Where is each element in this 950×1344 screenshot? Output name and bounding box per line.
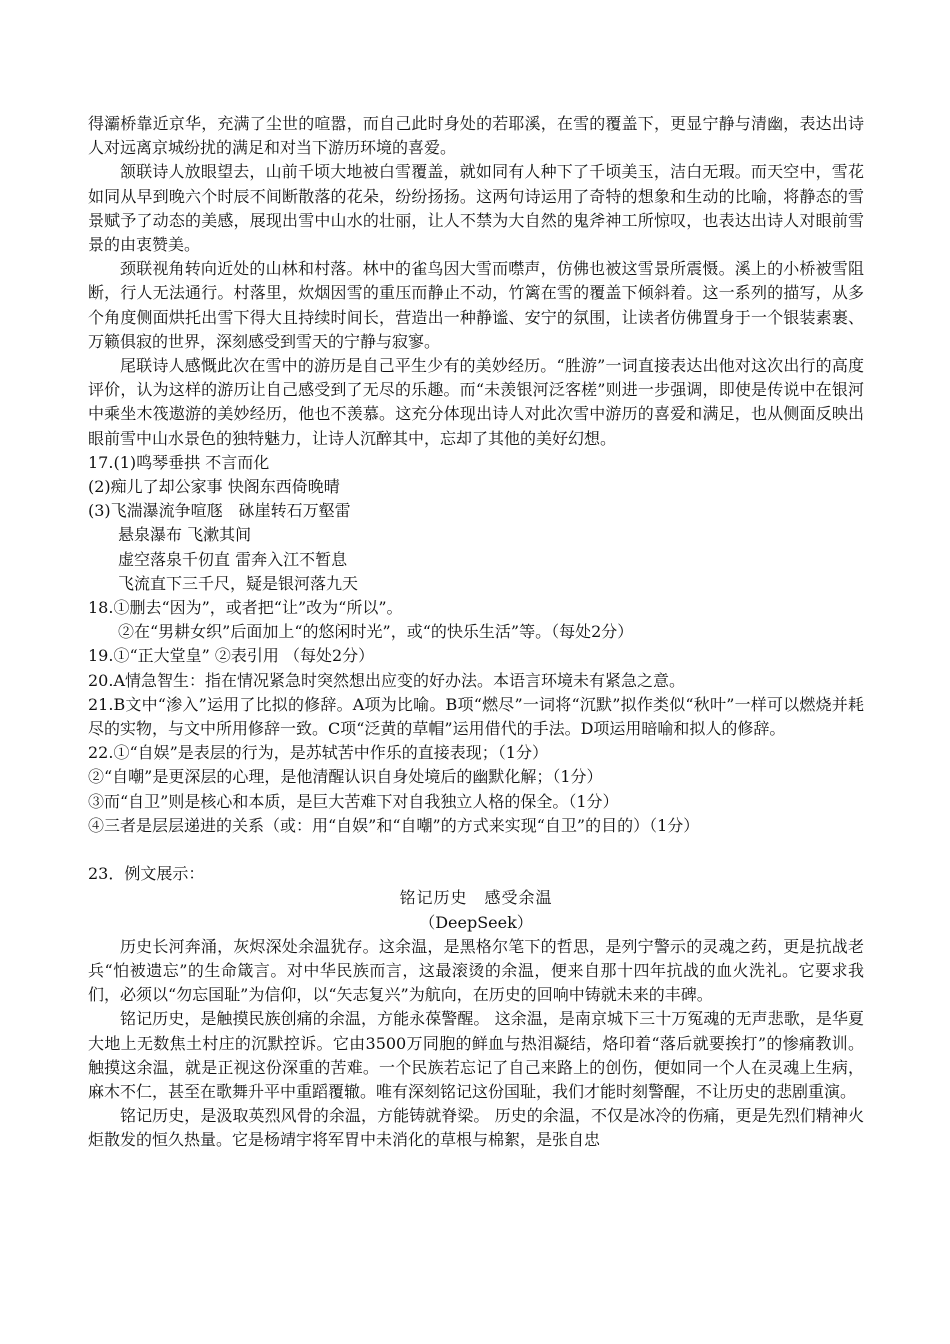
essay-title: 铭记历史 感受余温 xyxy=(399,888,553,908)
answer-22-line: ④三者是层层递进的关系（或：用“自娱”和“自嘲”的方式来实现“自卫”的目的）（1分） xyxy=(88,815,700,835)
essay-paragraph: 尾联诗人感慨此次在雪中的游历是自己平生少有的美妙经历。“胜游”一词直接表达出他对这次出行的高度评价，认为这样的游历让自己感受到了无尽的乐趣。而“未羡银河泛客槎”则进一步强调，即使是传说中在银河中乘坐木筏遨游的美妙经历，他也不羡慕。这充分体现出诗人对此次雪中游历的喜爱和满足，也从侧面反映出眼前雪中山水景色的独特魅力，让诗人沉醉其中，忘却了其他的美好幻想。 xyxy=(88,356,864,448)
answer-17-line: (2)痴儿了却公家事 快阁东西倚晚晴 xyxy=(88,477,340,497)
answer-20: 20.A情急智生：指在情况紧急时突然想出应变的好办法。本语言环境未有紧急之意。 xyxy=(88,670,686,690)
answer-22-line: ②“自嘲”是更深层的心理，是他清醒认识自身处境后的幽默化解；（1分） xyxy=(88,767,603,787)
essay-paragraph: 颈联视角转向近处的山林和村落。林中的雀鸟因大雪而噤声，仿佛也被这雪景所震慑。溪上的小桥被雪阻断，行人无法通行。村落里，炊烟因雪的重压而静止不动，竹篱在雪的覆盖下倾斜着。这一系列的描写，从多个角度侧面烘托出雪下得大且持续时间长，营造出一种静谧、安宁的氛围，让读者仿佛置身于一个银装素裹、万籁俱寂的世界，深刻感受到雪天的宁静与寂寥。 xyxy=(88,259,864,351)
sample-essay-paragraph: 历史长河奔涌，灰烬深处余温犹存。这余温，是黑格尔笔下的哲思，是列宁警示的灵魂之药，更是抗战老兵“怕被遗忘”的生命箴言。对中华民族而言，这最滚烫的余温，便来自那十四年抗战的血火洗礼。它要求我们，必须以“勿忘国耻”为信仰，以“矢志复兴”为航向，在历史的回响中铸就未来的丰碑。 xyxy=(88,936,864,1005)
answer-22-line: 22.①“自娱”是表层的行为，是苏轼苦中作乐的直接表现；（1分） xyxy=(88,743,548,763)
essay-author: （DeepSeek） xyxy=(419,912,533,932)
answer-17-line: 悬泉瀑布 飞漱其间 xyxy=(118,525,252,545)
answer-18-line: 18.①删去“因为”，或者把“让”改为“所以”。 xyxy=(88,598,403,618)
answer-21: 21.B文中“渗入”运用了比拟的修辞。A项为比喻。B项“燃尽”一词将“沉默”拟作类似“秋叶”一样可以燃烧并耗尽的实物，与文中所用修辞一致。C项“泛黄的草帽”运用借代的手法。D项运用暗喻和拟人的修辞。 xyxy=(88,694,864,739)
answer-23-label: 23．例文展示： xyxy=(88,864,205,884)
sample-essay-paragraph: 铭记历史，是汲取英烈风骨的余温，方能铸就脊梁。 历史的余温，不仅是冰冷的伤痛，更是先烈们精神火炬散发的恒久热量。它是杨靖宇将军胃中未消化的草根与棉絮，是张自忠 xyxy=(88,1106,864,1150)
essay-paragraph: 颔联诗人放眼望去，山前千顷大地被白雪覆盖，就如同有人种下了千顷美玉，洁白无瑕。而天空中，雪花如同从早到晚六个时辰不间断散落的花朵，纷纷扬扬。这两句诗运用了奇特的想象和生动的比喻，将静态的雪景赋予了动态的美感，展现出雪中山水的壮丽，让人不禁为大自然的鬼斧神工所惊叹，也表达出诗人对眼前雪景的由衷赞美。 xyxy=(88,162,864,255)
essay-paragraph: 得灞桥靠近京华，充满了尘世的喧嚣，而自己此时身处的若耶溪，在雪的覆盖下，更显宁静与清幽，表达出诗人对远离京城纷扰的满足和对当下游历环境的喜爱。 xyxy=(88,114,864,158)
answer-17-line: 虚空落泉千仞直 雷奔入江不暂息 xyxy=(118,549,348,569)
answer-17-line: 飞流直下三千尺，疑是银河落九天 xyxy=(118,573,359,593)
answer-17-line: 17.(1)鸣琴垂拱 不言而化 xyxy=(88,452,270,472)
answer-19: 19.①“正大堂皇” ②表引用 （每处2分） xyxy=(88,646,375,666)
sample-essay-paragraph: 铭记历史，是触摸民族创痛的余温，方能永葆警醒。 这余温，是南京城下三十万冤魂的无声悲歌，是华夏大地上无数焦土村庄的沉默控诉。它由3500万同胞的鲜血与热泪凝结，烙印着“落后就要挨打”的惨痛教训。触摸这余温，就是正视这份深重的苦难。一个民族若忘记了自己来路上的创伤，便如同一个人在灵魂上生病，麻木不仁，甚至在歌舞升平中重蹈覆辙。唯有深刻铭记这份国耻，我们才能时刻警醒，不让历史的悲剧重演。 xyxy=(88,1009,864,1101)
answer-18-line: ②在“男耕女织”后面加上“的悠闲时光”，或“的快乐生活”等。（每处2分） xyxy=(118,622,634,642)
answer-22-line: ③而“自卫”则是核心和本质，是巨大苦难下对自我独立人格的保全。（1分） xyxy=(88,791,619,811)
section-gap xyxy=(88,838,864,862)
document-page xyxy=(88,112,864,1153)
answer-17-line: (3)飞湍瀑流争喧豗 砯崖转石万壑雷 xyxy=(88,501,351,521)
